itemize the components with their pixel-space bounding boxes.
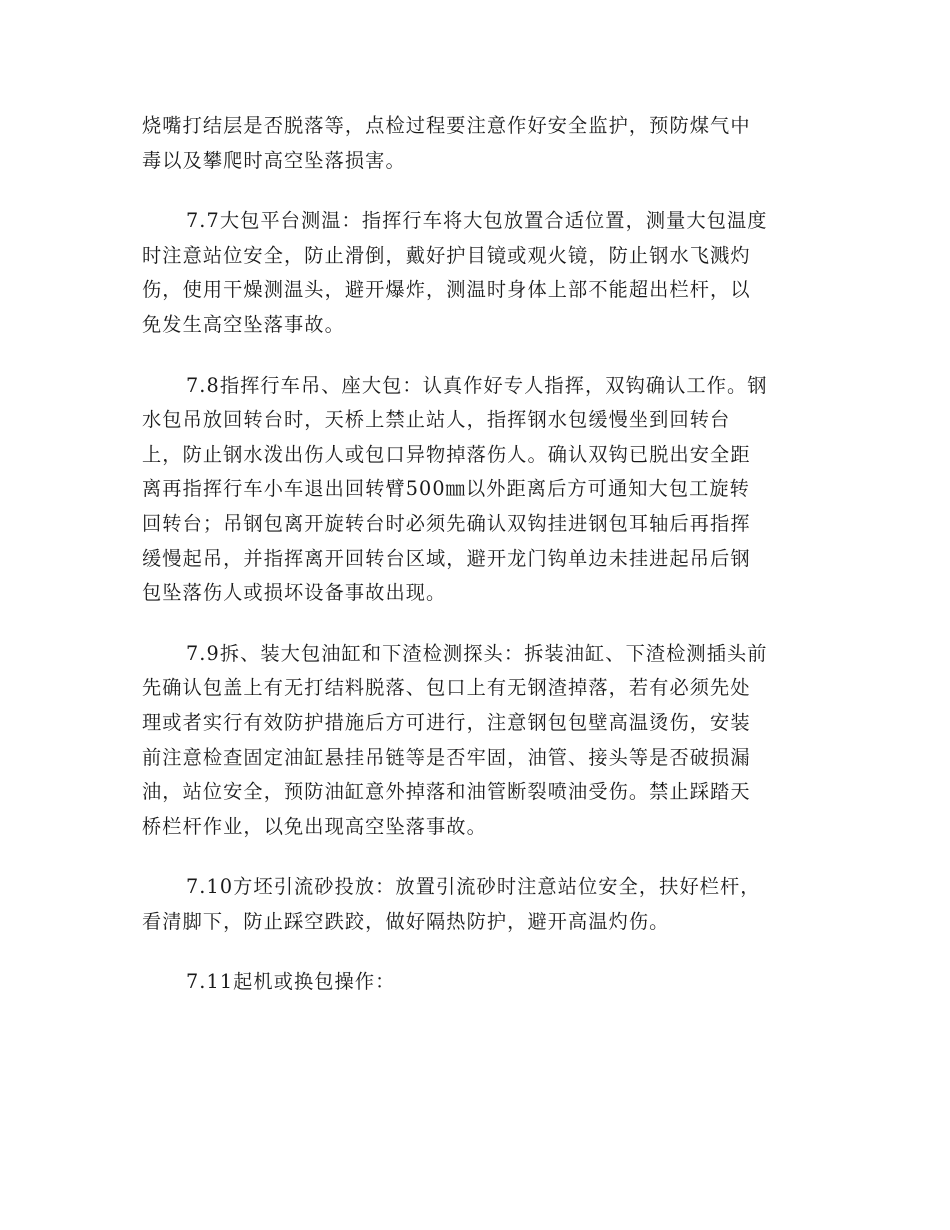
text-line: 缓慢起吊，并指挥离开回转台区域，避开龙门钩单边未挂进起吊后钢 xyxy=(142,546,751,570)
text-line: 上，防止钢水泼出伤人或包口异物掉落伤人。确认双钩已脱出安全距 xyxy=(142,442,751,466)
paragraph-section-7-7 xyxy=(142,204,810,342)
paragraph-section-7-9 xyxy=(142,637,810,845)
text-line: 理或者实行有效防护措施后方可进行，注意钢包包壁高温烫伤，安装 xyxy=(142,710,751,734)
paragraph-section-7-10 xyxy=(142,870,810,939)
section-heading-line: 7.9拆、装大包油缸和下渣检测探头：拆装油缸、下渣检测插头前 xyxy=(186,641,768,665)
text-line: 回转台；吊钢包离开旋转台时必须先确认双钩挂进钢包耳轴后再指挥 xyxy=(142,511,751,535)
text-line: 水包吊放回转台时，天桥上禁止站人，指挥钢水包缓慢坐到回转台 xyxy=(142,408,731,432)
text-line: 免发生高空坠落事故。 xyxy=(142,312,345,336)
section-heading-line: 7.10方坯引流砂投放：放置引流砂时注意站位安全，扶好栏杆， xyxy=(186,875,761,899)
text-line: 毒以及攀爬时高空坠落损害。 xyxy=(142,148,406,172)
text-line: 离再指挥行车小车退出回转臂500㎜以外距离后方可通知大包工旋转 xyxy=(142,477,750,501)
section-heading-line: 7.11起机或换包操作： xyxy=(186,970,396,994)
document-body xyxy=(142,109,810,1026)
text-line: 前注意检查固定油缸悬挂吊链等是否牢固，油管、接头等是否破损漏 xyxy=(142,745,751,769)
text-line: 包坠落伤人或损坏设备事故出现。 xyxy=(142,581,447,605)
text-line: 桥栏杆作业，以免出现高空坠落事故。 xyxy=(142,814,487,838)
text-line: 伤，使用干燥测温头，避开爆炸，测温时身体上部不能超出栏杆，以 xyxy=(142,278,751,302)
text-line: 看清脚下，防止踩空跌跤，做好隔热防护，避开高温灼伤。 xyxy=(142,909,670,933)
text-line: 时注意站位安全，防止滑倒，戴好护目镜或观火镜，防止钢水飞溅灼 xyxy=(142,243,751,267)
text-line: 烧嘴打结层是否脱落等，点检过程要注意作好安全监护，预防煤气中 xyxy=(142,114,751,137)
section-heading-line: 7.8指挥行车吊、座大包：认真作好专人指挥，双钩确认工作。钢 xyxy=(186,373,768,397)
paragraph-section-7-8 xyxy=(142,369,810,611)
section-heading-line: 7.7大包平台测温：指挥行车将大包放置合适位置，测量大包温度 xyxy=(186,209,768,233)
text-line: 先确认包盖上有无打结料脱落、包口上有无钢渣掉落，若有必须先处 xyxy=(142,676,751,700)
text-line: 油，站位安全，预防油缸意外掉落和油管断裂喷油受伤。禁止踩踏天 xyxy=(142,780,751,804)
paragraph-section-7-11 xyxy=(142,965,810,1000)
paragraph-intro-continuation xyxy=(142,109,810,178)
